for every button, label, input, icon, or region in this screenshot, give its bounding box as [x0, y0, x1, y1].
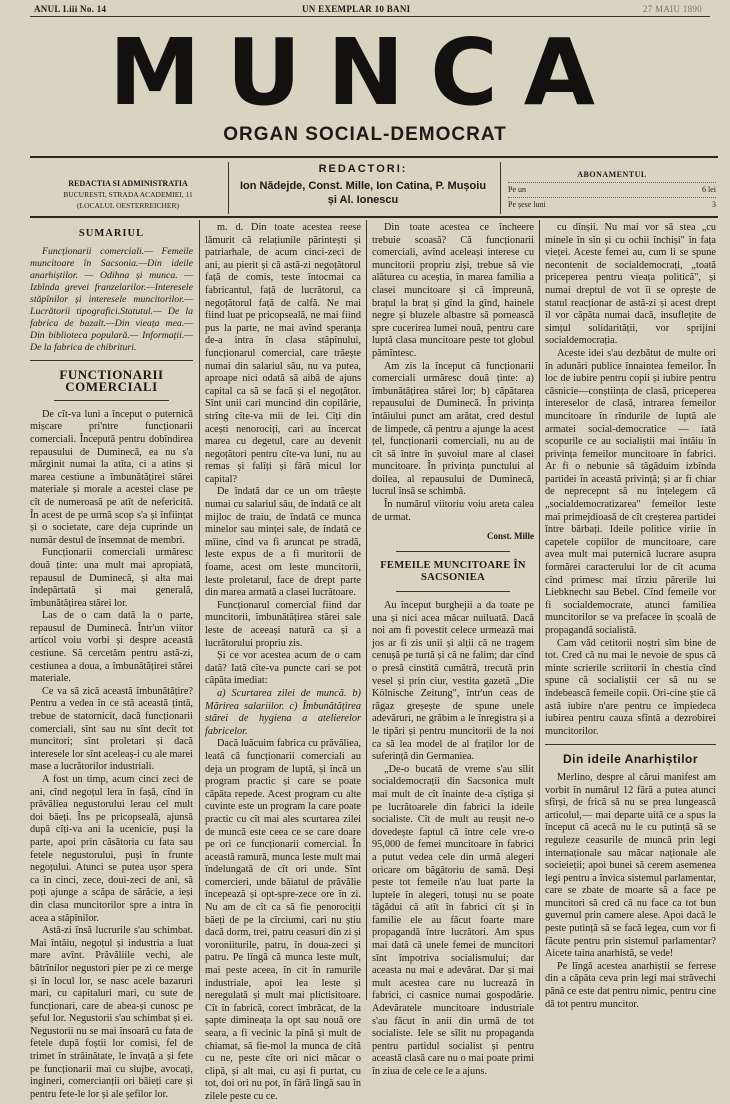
paragraph: Am zis la început că funcționarii comerciali urmăresc două ținte: a) îmbunătățirea stărei lor; b) căpătarea repausului de Duminecă. În privința întăiului punct am arătat, cred destul de limpede, că pentru a ajunge la acest țel, funcționarii comerciali, nu au de cît să între în șuvoiul mare al clasei muncitoare. În privința punctului al doilea, al repausului de Duminecă, lucrul însă se schimbă.	[372, 360, 534, 498]
paragraph: Ce va să zică această îmbunătățire? Pentru a vedea în ce stă această țintă, trebue de statornicit, dacă funcționarii comerciali, sînt sau nu sînt decît tot muncitori; sînt proletari și dacă interesele lor sînt aceleaș-i cu ale marei mase a lucrătorilor industriali.	[30, 685, 193, 773]
paragraph: A fost un timp, acum cinci zeci de ani, cînd negoțul lera în fașă, cînd în prăvăliea negustorului lerau cel mult doi băeți. Îns pe pricopseală, ajunsă după cîți-va ani la ucenicie, puși la parte, apoi prin căsătoria cu fata sau fetele negustorului, puși în frunte negoțului. Atunci se putea ușor spera ca în cinci, zece, doui-zeci de ani, să poți ajunge a scăpa de sărăcie, a ieși din clasa muncitorilor spre a intra în acea a stăpînilor.	[30, 774, 193, 924]
newspaper-title: MUNCA	[109, 19, 621, 126]
header-divider-left	[228, 162, 229, 214]
paragraph: Aceste idei s'au dezbătut de multe ori în adunări publice înnaintea femeilor. În loc de iubire pentru copii și iubire pentru căsnicie—conștiința de clasă, priceperea intereselor de clasă, intrarea femeilor muncitoare în rîndurile de luptă ale armatei social-democratice — iată scopurile ce au socialiștii mai întăiu în privința femeilor muncitoare în fabrici. Ar fi o nebunie să tăgăduim izbînda partidei în această privință; și ar fi chiar de neprecepnt să nu înțelegem că „socialdemocratizarea" femeilor leste mai primejdioasă de cît creșterea partidei între bărbați. Ideile politice viriie în capetele copiilor de muncitoare, care avea mult mai puternică lucrare asupra formărei caracterului lor de cît acuma cînd primesc mai tîrziu părerile lui Liebknecht sau Bebel. Cînd femeile vor fi socialdemocrate, atunci familiea muncitorilor se va prefacee în școală de propagandă socialistă.	[545, 347, 716, 636]
paragraph: Cam văd cetitorii noștri sîm bine de tot. Cred că nu mai le nevoie de spus că minte scrierile scriitorii în chestia cînd spune că socialiștii cer să nu se îndebească femeile copii. Ori-cine știe că astă iubire n'are pentru ce împiedeca iubirea pentru cauza sfîntă a dezrobirei muncitorilor.	[545, 637, 716, 737]
summary-text: Funcționarii comerciali.— Femeile muncitoare în Sacsonia.—Din ideile anarhiștilor. — Odihna și munca. — Izbînda grevei franzelarilor.—Interesele stăpînilor și interesele muncitorilor.—Lucrătorii tipografici.Statutul.— De la fabrica de bazalt.—Din vieața mea.—Din biblioteca populară.— Informații.—De la fabrica de chibrituri.	[30, 245, 193, 353]
paragraph: Dacă luăcuim fabrica cu prăvăliea, leată că funcționarii comerciali au deja un program de luptă, și încă un program practic și care se poate căpăta repede. Acest program cu alte cuvinte este un program la care poate practic cu cît mai ales scurtarea zilei de muncă este ceea ce se care doare pe ori ce funcționarii comercial. În această ramură, munca leste mult mai îndelungată de cît ori unde. Sînt comercieri, unde băiatul de prăvălie începează și opt-spre-zece ore în zi. Nu am de cît ca să fie penorociții băeți de pe la cîrciumi, cari nu știu dacă dorm, trei, patru ceasuri din zi și voroniiturile, patru, în doua-zeci și patru. Pe lîngă că munca leste mult, mai peste aceea, în cit în ramurile industriale, apoi lea leste și neregulată și mult mai plictisitoare. Cît în fabrică, corect îmbrăcat, de la șapte dimineața la opt sau nouă ore seara, a fi vecinic la pînă și mult de chiamat, să fie-mol la munca de cîtă cu ne, peste cîte ori nici măcar o clipă, și alt mai, cu ași fi purtat, cu tot, doi ori nu pot, în fără lîngă sau în zilele peste cu ce.	[205, 738, 361, 1102]
paragraph: Și ce vor acestea acum de o cam dată? Iată cîte-va puncte cari se pot căpăta imediat:	[205, 650, 361, 687]
admin-block	[30, 178, 226, 211]
admin-location: (LOCALUL OESTERREICHER)	[76, 201, 179, 210]
editors-heading: REDACTORI:	[318, 163, 408, 175]
price-label: UN EXEMPLAR 10 BANI	[302, 4, 411, 14]
editors-names-line1: Ion Nădejde, Const. Mille, Ion Catina, P. Mușoiu	[239, 180, 487, 192]
paragraph: De cît-va luni a început o puternică mișcare pri'ntre funcționarii comerciali. Începută pentru dobîndirea repausului de Duminecă, ea nu s'a mărginit numai la atîta, ci a atins și marea cestiune a îmbunătățirei stărei materiale și morale a acestei clase pe cît de numeroasă pe atît de nefericită. În acest de pe urmă scop s'a și înființat și o societate, care deja cuprinde un număr destul de însemnat de membri.	[30, 408, 193, 546]
subscription-heading: ABONAMENTUL	[577, 170, 647, 179]
paragraph: Din toate acestea ce încheere trebuie scoasă? Că funcționarii comerciali, avînd aceleași interese cu muncitorii propriu ziși, trebue să vie alăturea cu aceștia, în marea familia a clasei muncitoare și că împreună, brațul la braț și gînd la gînd, hainele negre și bluzele albastre să pornească spre cucerirea lumei nouă, pentru care luptă clasa muncitoare peste tot globul pămîntesc.	[372, 222, 534, 359]
heading-rule	[54, 400, 168, 401]
paragraph: Au început burghejii a da toate pe una și nici acea măcar nuiluată. Dacă noi am fi povestit celece urmează mai jos ar fi zis unii și alții că ne tragem cenușă pe turtă și că ne falim; dar cînd o presă cinstită cumătră, trecută prin vesel și prin ciur, vestita gazetă „Die Kölnische Zeitung", într'un ceas de răgaz greșește de spune unele adevăruri, ne grăbim a le înregistra și a le tipări și pentru muncitorii de la noi ca să lea model de al fraților lor de suferință din Germaniea.	[372, 600, 534, 763]
column-3	[372, 222, 534, 1077]
subscription-row-half-value: 3	[712, 200, 716, 209]
column-1	[30, 222, 193, 1100]
column-2	[205, 222, 361, 1102]
paragraph: Funcționarul comercial fiind dar muncitorii, îmbunătățirea stărei sale leste de aceeași natură ca și a lucrătorului propriu zis.	[205, 599, 361, 649]
paragraph: „De-o bucată de vreme s'au sîlit socialdemocrații din Sacsonica mult mai mult de cît înainte de-a cîștiga și pe lucrătoarele din fabrici la ideile socialiste. Cît de mult au reușit ne-o dovedește faptul că între cele vre-o 95,000 de femei muncitoare în fabrici a putut vedea cele din urmă alegeri oricare om băgătoriu de samă. Deși peste tot femeile n'au luat parte la luptele în alegeri, totuși nu se poate tăgădui că atît în fabrici cît și în familie ele au făcut foarte mare propagandă între lucrători. Am spus mai dată că unele femei de muncitori sînt împotriva socialismului; dar aceasta nu mai e adevărat. Dar și mai mult acestea care nu lucrează în fabrici, ci casnice numai gospodărie. Adevăratele muncitoare industriale s'au făcut în anii din urmă de tot socialiste. Iele se sîlit nu propaganda pentru partidul socialist și pentru această clasă care nu o mai poate primi în ziua de cele ce le a ajuns.	[372, 763, 534, 1077]
article-rule	[396, 551, 509, 552]
newspaper-subtitle: ORGAN SOCIAL-DEMOCRAT	[223, 124, 507, 145]
admin-heading: REDACTIA SI ADMINISTRATIA	[68, 179, 188, 188]
subscription-row-half-label: Pe șese luni	[508, 200, 546, 209]
article-rule	[545, 744, 716, 745]
column-4	[545, 222, 716, 1010]
admin-address: BUCURESTI, STRADA ACADEMIEI, 11	[63, 190, 193, 199]
paragraph: Las de o cam dată la o parte, repausul de Duminecă. Într'un viitor articol voiu vorbi și despre această cestiune. Să cercetăm pentru astă-zi, cestiunea a doua, a îmbunătățirei stărei materiale.	[30, 610, 193, 685]
summary-title: SUMARIUL	[78, 228, 145, 239]
column-divider-2	[366, 220, 367, 1000]
editors-names-line2: și Al. Ionescu	[327, 194, 399, 206]
issue-date: 27 MAIU 1890	[642, 4, 702, 14]
subscription-block	[508, 170, 716, 209]
issue-number: ANUL I.iii No. 14	[34, 4, 107, 14]
paragraph: Astă-zi însă lucrurile s'au schimbat. Mai întăiu, negoțul și industria a luat mare avînt. Prăvăliile vechi, ale bătrînilor negustori pier pe zi ce merge și în locul lor, se nasc acele bazaruri mari, cu capitaluri mari, cu sute de funcționari, care de abea-și cunosc pe șeful lor. Negustorii s'au schimbat și ei. Negustorii nu se mai însoară cu fata de fetele după foștii lor comisi, fel de trimet în străinătate, le învață a și fete pe funcționarii mai cu slujbe, avocați, ingineri, comercianții ori băieți care și pentru fete-le lor și ale șefilor lor.	[30, 925, 193, 1100]
article-heading-functionari: FUNCTIONARII COMERCIALI	[59, 366, 164, 395]
editors-block	[232, 163, 494, 207]
paragraph: Merlino, despre al cărui manifest am vorbit în numărul 12 fără a putea atunci sfîrși, de frică să nu se prea lungească articolul,— mai departe uită ce a spus la început că acecă nu le cu putință să se reguleze ceasurile de muncă prin legi internaționale sau măcar naționale ale socieieții; apoi bunei să cerem asemenea legi pentru a învica sistemul parlamentar, care se zbate de moarte să a face pe muncitori să cred că nu face ca tot bun guvernul prin camere alese. Apoi dacă le peste putință să se facă legea, cum vor fi făcute pentru prin sistemul parlamentar? Aicete taina anarhistă, se vede!	[545, 771, 716, 960]
paragraph: Pe lîngă acestea anarhiștii se ferrese din a căpăta ceva prin legi mai străvechi până ce este dat pentru nimic, pentru cine dă tot pentru muncitor.	[545, 960, 716, 1010]
top-info-line	[30, 2, 710, 17]
paragraph: cu dînșii. Nu mai vor să stea „cu minele în sîn și cu ochii închiși" în fața vieței. Aceste femei au, cum li se spune necontenit de socialdemocrați, „toată priceperea pentru vieața politică", și numai dreptul de vot îi se oprește de statul reacționar de astă-zi și acest drept îl vor căpăta numai dacă, insuflețite de simțul solidarității, vor sprijini socialdemocrația.	[545, 222, 716, 347]
article-heading-femeile: FEMEILE MUNCITOARE ÎN SACSONIEA	[380, 559, 526, 584]
signature: Const. Mille	[487, 531, 534, 542]
paragraph: Funcționarii comerciali urmăresc două ținte: una mult mai apropiată, repausul de Duminecă, și alta mai îndepărtată și mai generală, îmbunătățirea stărei lor.	[30, 547, 193, 609]
paragraph: În numărul viitoriu voiu areta calea de urmat.	[372, 499, 534, 523]
column-divider-3	[539, 220, 540, 1000]
paragraph: De îndată dar ce un om trăește numai cu salariul său, de îndată ce alt mijloc de traiu, de îndată ce munca minelor sau minței sale, de îndată ce mîine, cînd va fi aruncat pe stradă, leste expus de a fi muritorii de foame, acest om leste muncitorii, leste proletarul, face de drept parte din marea armată a clasei lucrătoare.	[205, 486, 361, 599]
subscription-row-year-value: 6 lei	[702, 185, 716, 194]
heading-rule	[396, 591, 509, 592]
header-rule-bottom	[30, 216, 718, 218]
subscription-row-year	[508, 182, 716, 194]
paragraph: a) Scurtarea zilei de muncă. b) Mărirea salariilor. c) Îmbunătățirea stărei de hygiena a atelierelor fabricelor.	[205, 687, 361, 737]
header-divider-right	[500, 162, 501, 214]
article-heading-anarhisti: Din ideile Anarhiștilor	[562, 752, 699, 767]
paragraph: m. d. Din toate acestea reese lămurit că relațiunile părintești și patriarhale, de acum cinci-zeci de ani, au pierit și că astă-zi negoțătorul față de comis, teste întocmai ca fabricantul, față de lucrătorul, ca negoțătorul față de calfă. Ne mai fiind luat pe pricopseală, ne mai fiind pus la parte, ne mai avînd speranța de-a intra în clasa stăpînului, funcționarul comercial, care trăește numai din salariul său, nu va putea, aproape nici odată să aibă de ajuns capital ca să se facă și el negoțător. Sînt unii cari muncind din copilărie, strîng cîte-va mii de lei. Cîți din acești nenorociți, cari au încercat marea cu degetul, care au devenit negoțători pentru cîte-va luni, nu au remas și falîți și fără micul lor capital?	[205, 222, 361, 485]
subscription-row-half	[508, 197, 716, 209]
summary-rule	[30, 360, 193, 361]
header-rule-top	[30, 156, 718, 158]
column-divider-1	[199, 220, 200, 1000]
subscription-row-year-label: Pe un	[508, 185, 526, 194]
